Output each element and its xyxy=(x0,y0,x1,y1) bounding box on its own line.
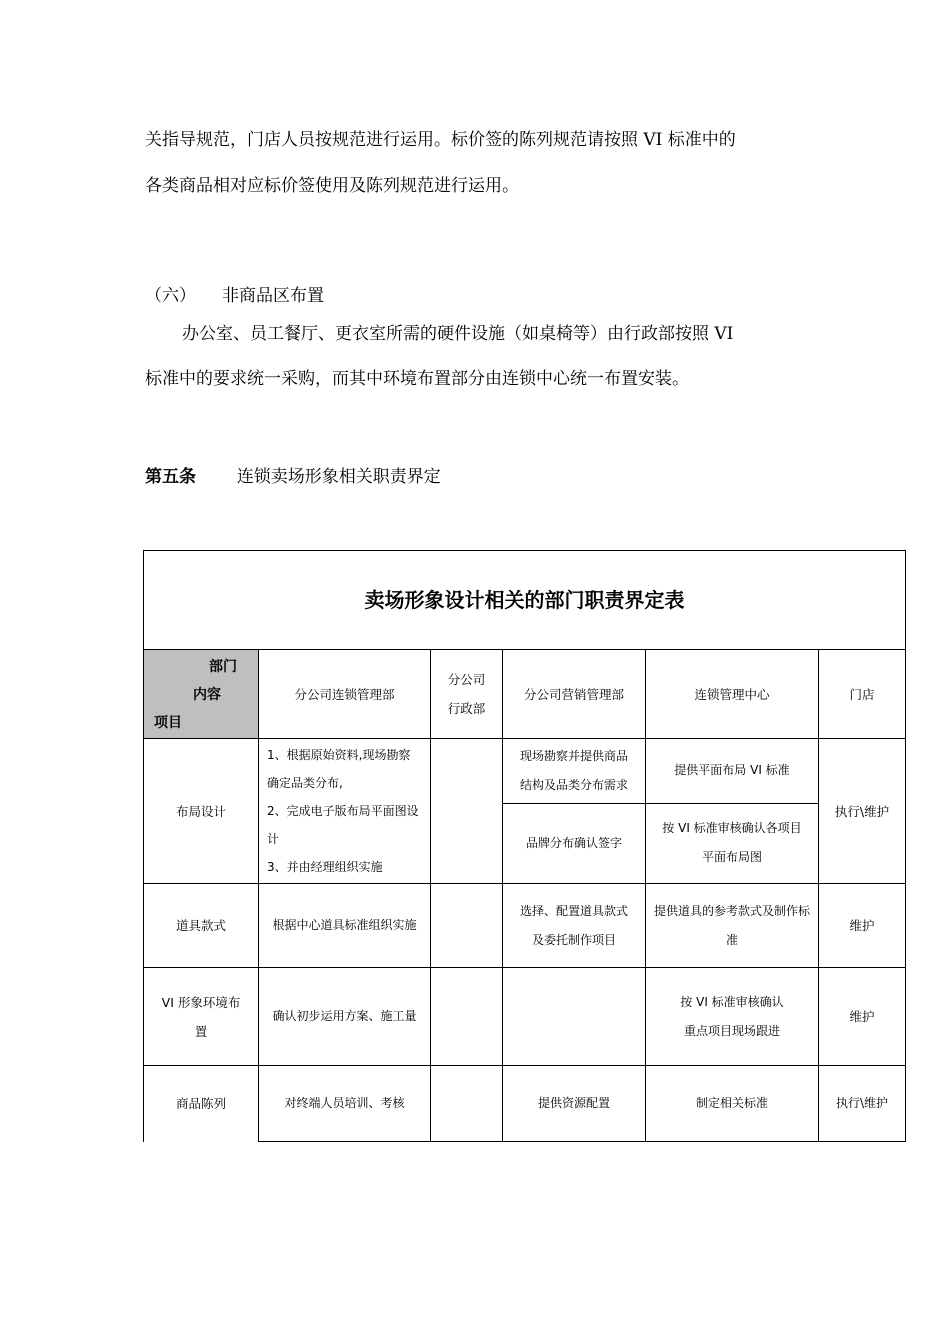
row-item-label: 商品陈列 xyxy=(144,1066,259,1142)
vi-marketing-cell xyxy=(503,968,646,1066)
vi-center-line: 按 VI 标准审核确认 xyxy=(680,994,784,1009)
row-item-label: 布局设计 xyxy=(144,739,259,884)
article-heading xyxy=(145,462,441,487)
corner-item-label: 项目 xyxy=(154,715,182,731)
props-center-cell: 提供道具的参考款式及制作标准 xyxy=(646,884,819,968)
props-marketing-cell: 选择、配置道具款式及委托制作项目 xyxy=(503,884,646,968)
layout-chain-step: 2、完成电子版布局平面图设计 xyxy=(267,804,419,846)
article-number: 第五条 xyxy=(145,467,196,487)
corner-dept-label: 部门 xyxy=(209,659,237,675)
layout-marketing-cell-1: 现场勘察并提供商品结构及品类分布需求 xyxy=(503,739,646,804)
props-chain-dept-cell: 根据中心道具标准组织实施 xyxy=(259,884,431,968)
header-admin-dept: 分公司行政部 xyxy=(431,650,503,739)
header-corner-cell xyxy=(144,650,259,739)
vi-admin-cell xyxy=(431,968,503,1066)
layout-chain-step: 3、并由经理组织实施 xyxy=(267,860,383,874)
table-row xyxy=(144,968,906,1066)
layout-admin-cell xyxy=(431,739,503,884)
vi-chain-dept-cell: 确认初步运用方案、施工量 xyxy=(259,968,431,1066)
display-center-cell: 制定相关标准 xyxy=(646,1066,819,1142)
layout-center-cell-2: 按 VI 标准审核确认各项目平面布局图 xyxy=(646,803,819,883)
header-store: 门店 xyxy=(819,650,906,739)
layout-chain-step: 1、根据原始资料,现场勘察确定品类分布, xyxy=(267,748,411,790)
section-heading: 非商品区布置 xyxy=(222,286,324,306)
table-title: 卖场形象设计相关的部门职责界定表 xyxy=(144,551,906,650)
layout-marketing-cell-2: 品牌分布确认签字 xyxy=(503,803,646,883)
section-number: （六） xyxy=(145,286,196,306)
layout-store-cell: 执行\维护 xyxy=(819,739,906,884)
paragraph-line: 各类商品相对应标价签使用及陈列规范进行运用。 xyxy=(145,176,519,196)
row-item-label: VI 形象环境布置 xyxy=(144,968,259,1066)
vi-store-cell: 维护 xyxy=(819,968,906,1066)
vi-center-line: 重点项目现场跟进 xyxy=(683,1023,780,1038)
display-admin-cell xyxy=(431,1066,503,1142)
vi-center-cell xyxy=(646,968,819,1066)
table-row xyxy=(144,739,906,804)
display-marketing-cell: 提供资源配置 xyxy=(503,1066,646,1142)
header-chain-center: 连锁管理中心 xyxy=(646,650,819,739)
responsibility-table xyxy=(143,550,906,1142)
layout-chain-dept-cell xyxy=(259,739,431,884)
table-row xyxy=(144,1066,906,1142)
layout-center-cell-1: 提供平面布局 VI 标准 xyxy=(646,739,819,804)
paragraph-line: 标准中的要求统一采购，而其中环境布置部分由连锁中心统一布置安装。 xyxy=(145,369,689,389)
header-marketing-dept: 分公司营销管理部 xyxy=(503,650,646,739)
props-store-cell: 维护 xyxy=(819,884,906,968)
paragraph-line: 办公室、员工餐厅、更衣室所需的硬件设施（如桌椅等）由行政部按照 VI xyxy=(182,324,734,344)
article-title: 连锁卖场形象相关职责界定 xyxy=(236,467,441,487)
table-row xyxy=(144,884,906,968)
table-header-row xyxy=(144,650,906,739)
header-chain-dept: 分公司连锁管理部 xyxy=(259,650,431,739)
display-chain-dept-cell: 对终端人员培训、考核 xyxy=(259,1066,431,1142)
corner-content-label: 内容 xyxy=(193,687,221,703)
paragraph-line: 关指导规范，门店人员按规范进行运用。标价签的陈列规范请按照 VI 标准中的 xyxy=(145,130,736,150)
row-item-label: 道具款式 xyxy=(144,884,259,968)
display-store-cell: 执行\维护 xyxy=(819,1066,906,1142)
props-admin-cell xyxy=(431,884,503,968)
